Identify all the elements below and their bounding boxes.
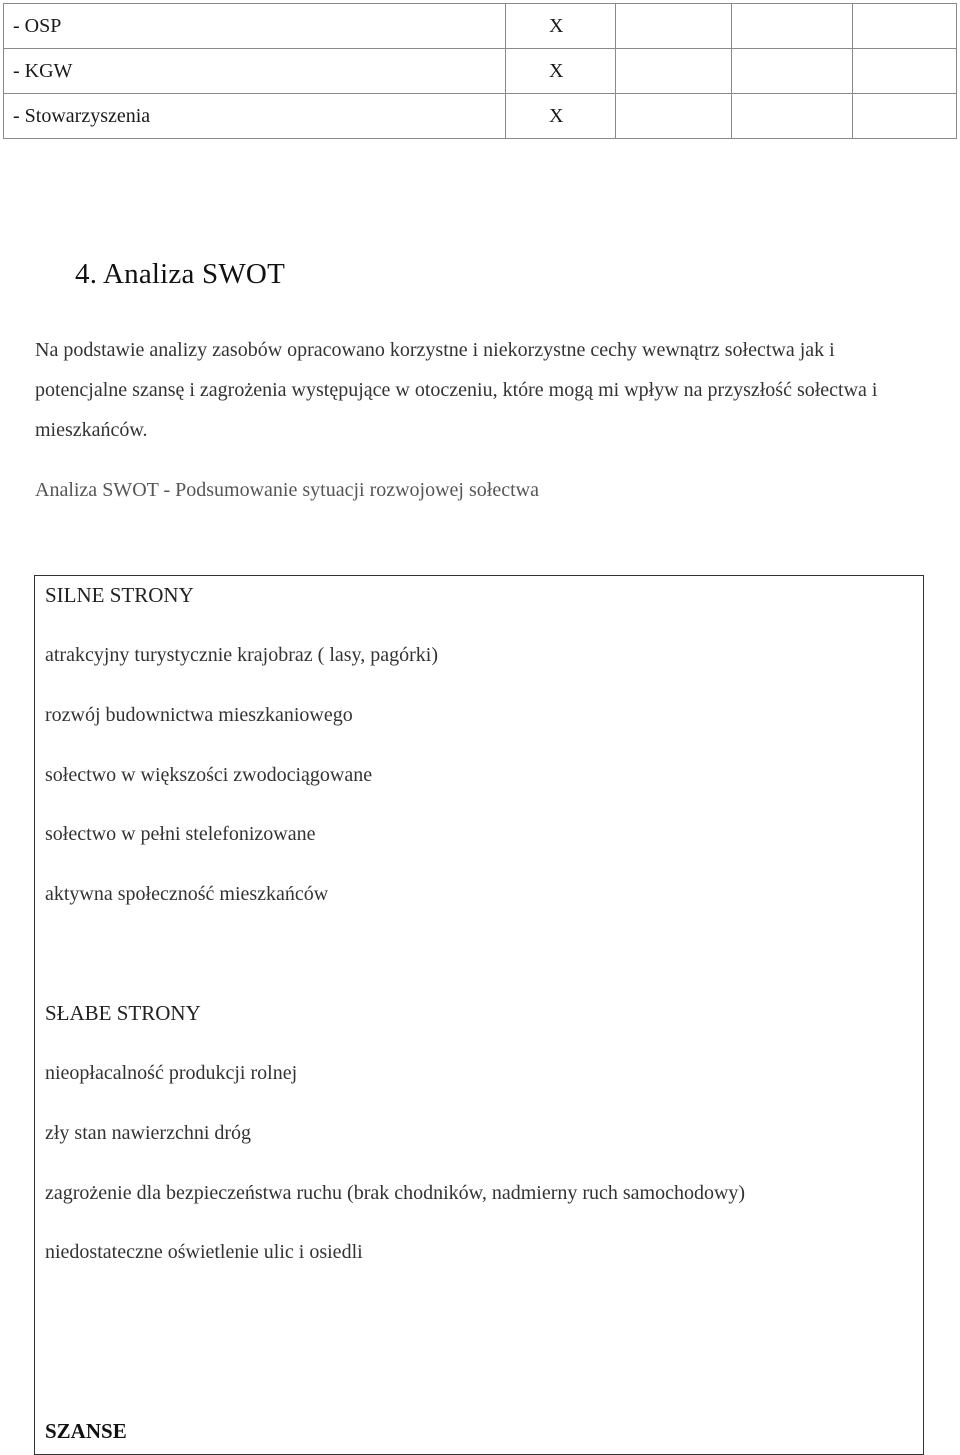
table-row	[4, 49, 957, 94]
empty-cell	[616, 94, 732, 139]
strength-item: aktywna społeczność mieszkańców	[45, 883, 329, 905]
row-label: - Stowarzyszenia	[4, 94, 506, 139]
weakness-item: niedostateczne oświetlenie ulic i osiedli	[45, 1241, 363, 1263]
section-heading: 4. Analiza SWOT	[75, 258, 285, 290]
swot-box	[34, 575, 924, 1455]
empty-cell	[616, 4, 732, 49]
empty-cell	[853, 94, 957, 139]
weaknesses-heading: SŁABE STRONY	[45, 1001, 201, 1025]
weakness-item: nieopłacalność produkcji rolnej	[45, 1062, 298, 1084]
empty-cell	[853, 49, 957, 94]
weakness-item: zagrożenie dla bezpieczeństwa ruchu (brak chodników, nadmierny ruch samochodowy)	[45, 1182, 746, 1204]
swot-caption: Analiza SWOT - Podsumowanie sytuacji rozwojowej sołectwa	[35, 479, 539, 501]
strength-item: sołectwo w pełni stelefonizowane	[45, 823, 316, 845]
empty-cell	[732, 94, 853, 139]
strength-item: rozwój budownictwa mieszkaniowego	[45, 704, 353, 726]
table-row	[4, 94, 957, 139]
row-mark: X	[506, 94, 616, 139]
empty-cell	[853, 4, 957, 49]
intro-paragraph: Na podstawie analizy zasobów opracowano korzystne i niekorzystne cechy wewnątrz sołectwa jak i potencjalne szansę i zagrożenia występujące w otoczeniu, które mogą mi wpływ na przyszłość sołectwa i mieszkańców.	[35, 339, 878, 441]
empty-cell	[732, 4, 853, 49]
table-row	[4, 4, 957, 49]
row-label: - KGW	[4, 49, 506, 94]
empty-cell	[616, 49, 732, 94]
opportunities-heading: SZANSE	[45, 1419, 127, 1443]
strength-item: sołectwo w większości zwodociągowane	[45, 764, 373, 786]
strength-item: atrakcyjny turystycznie krajobraz ( lasy, pagórki)	[45, 644, 438, 666]
row-mark: X	[506, 4, 616, 49]
organizations-table	[3, 3, 957, 139]
strengths-heading: SILNE STRONY	[45, 583, 194, 607]
empty-cell	[732, 49, 853, 94]
row-mark: X	[506, 49, 616, 94]
weakness-item: zły stan nawierzchni dróg	[45, 1122, 252, 1144]
row-label: - OSP	[4, 4, 506, 49]
